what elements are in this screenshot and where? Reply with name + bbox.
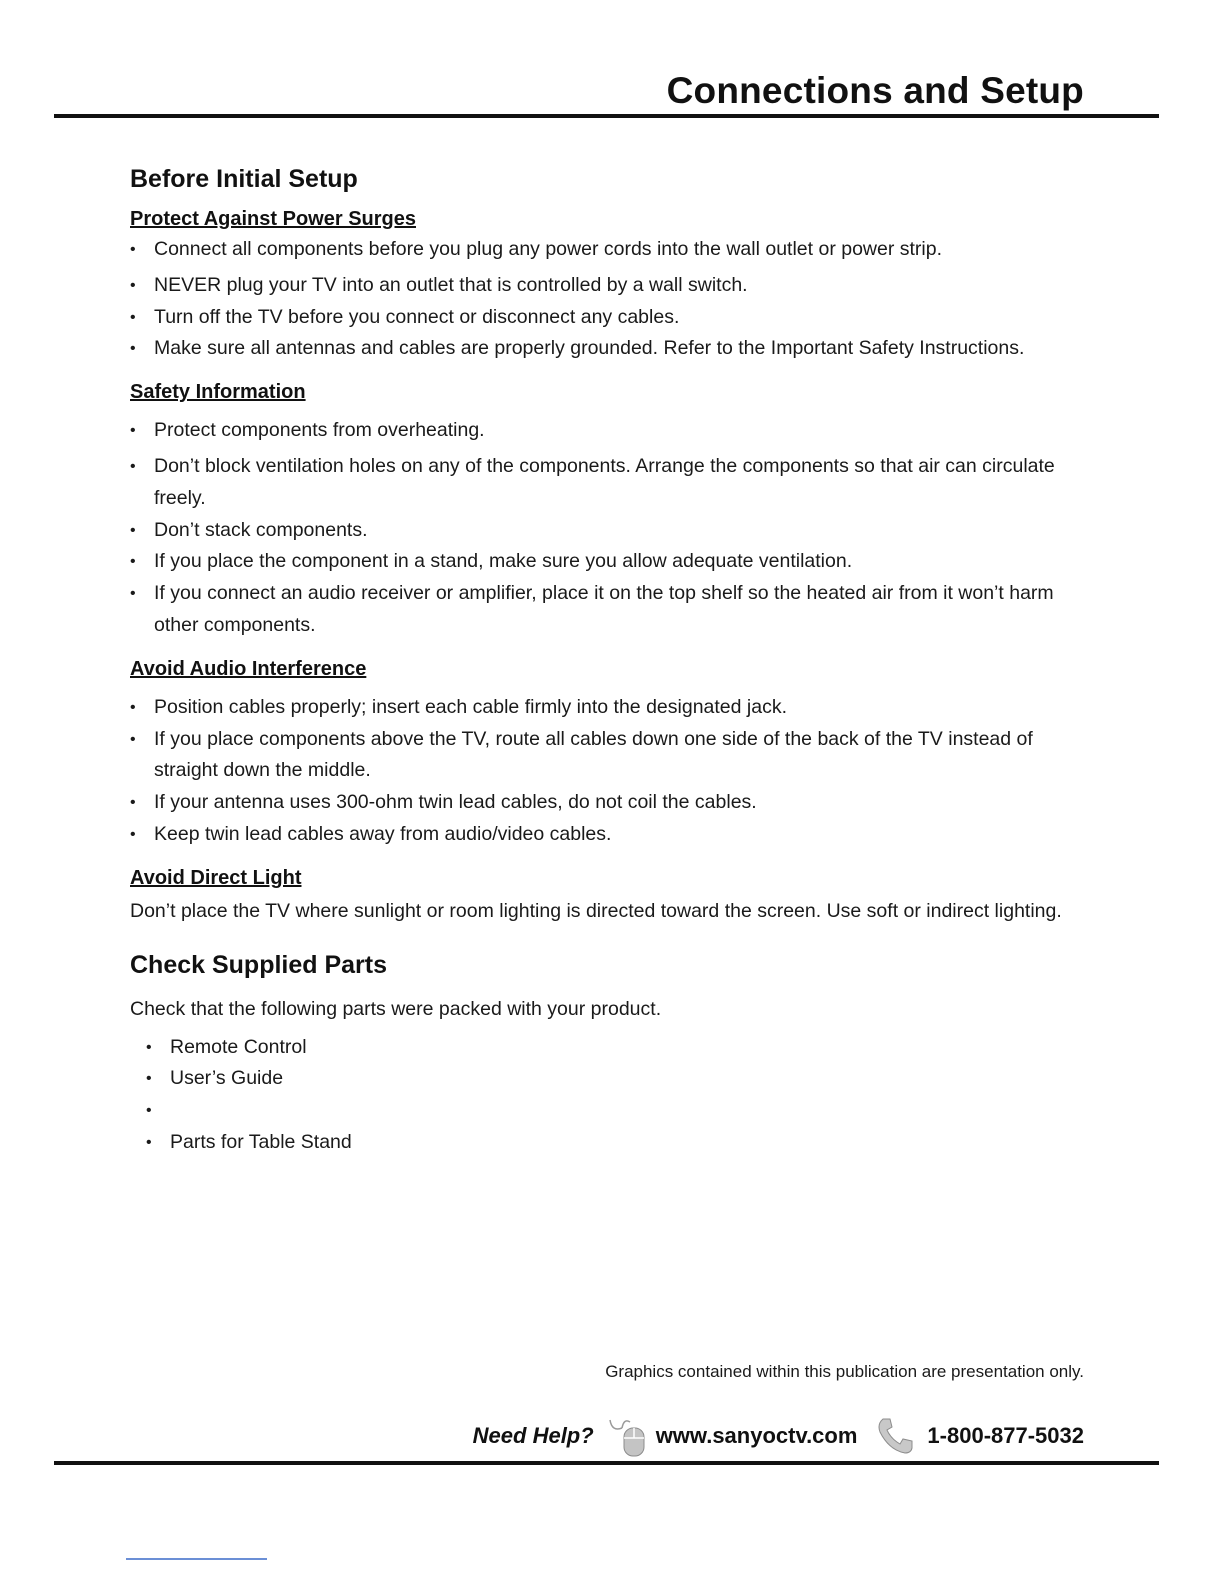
help-label: Need Help? (472, 1423, 594, 1448)
support-website-link[interactable]: www.sanyoctv.com (655, 1423, 858, 1448)
list-item (146, 1095, 1090, 1127)
subsection-title-direct-light: Avoid Direct Light (130, 866, 302, 889)
subsection-title-safety: Safety Information (130, 381, 306, 404)
power-surges-list (130, 234, 1090, 365)
subsection-title-audio-interference: Avoid Audio Interference (130, 657, 367, 680)
support-phone-number[interactable]: 1-800-877-5032 (927, 1423, 1084, 1448)
list-item: • Turn off the TV before you connect or disconnect any cables. (130, 302, 1090, 334)
list-item: • Make sure all antennas and cables are properly grounded. Refer to the Important Safety Instructions. (130, 333, 1090, 365)
graphics-disclaimer: Graphics contained within this publication are presentation only. (605, 1362, 1084, 1381)
list-item: • If you place the component in a stand, make sure you allow adequate ventilation. (130, 546, 1090, 578)
list-item: • Position cables properly; insert each cable firmly into the designated jack. (130, 692, 1090, 724)
list-item: • Don’t block ventilation holes on any of the components. Arrange the components so that air can circulate freely. (130, 451, 1090, 515)
list-item: • Parts for Table Stand (146, 1127, 1090, 1159)
section-title-before-setup: Before Initial Setup (130, 165, 358, 193)
phone-icon (875, 1416, 915, 1456)
subsection-title-power-surges: Protect Against Power Surges (130, 208, 416, 230)
list-item: • If you connect an audio receiver or amplifier, place it on the top shelf so the heated air from it won’t harm other components. (130, 578, 1090, 642)
direct-light-text: Don’t place the TV where sunlight or room lighting is directed toward the screen. Use soft or indirect lighting. (130, 899, 1062, 922)
list-item: • Protect components from overheating. (130, 415, 1090, 447)
audio-interference-list (130, 692, 1090, 851)
footer-divider (54, 1461, 1159, 1465)
header-divider (54, 114, 1159, 118)
page-title: Connections and Setup (666, 70, 1084, 111)
list-item: • Remote Control (146, 1032, 1090, 1064)
list-item: • User’s Guide (146, 1063, 1090, 1095)
list-item: • If your antenna uses 300-ohm twin lead cables, do not coil the cables. (130, 787, 1090, 819)
supplied-parts-list (146, 1032, 1090, 1158)
list-item: • Keep twin lead cables away from audio/video cables. (130, 819, 1090, 851)
list-item: • Don’t stack components. (130, 515, 1090, 547)
list-item: • Connect all components before you plug any power cords into the wall outlet or power strip. (130, 234, 1090, 266)
section-title-supplied-parts: Check Supplied Parts (130, 950, 388, 979)
mouse-icon (608, 1414, 648, 1458)
list-item: • NEVER plug your TV into an outlet that is controlled by a wall switch. (130, 270, 1090, 302)
safety-list (130, 415, 1090, 642)
help-bar (473, 1414, 1084, 1458)
main-content (130, 160, 1090, 1158)
supplied-parts-intro: Check that the following parts were packed with your product. (130, 997, 662, 1020)
list-item: • If you place components above the TV, route all cables down one side of the back of the TV instead of straight down the middle. (130, 724, 1090, 788)
footer-link-underline (126, 1558, 267, 1560)
